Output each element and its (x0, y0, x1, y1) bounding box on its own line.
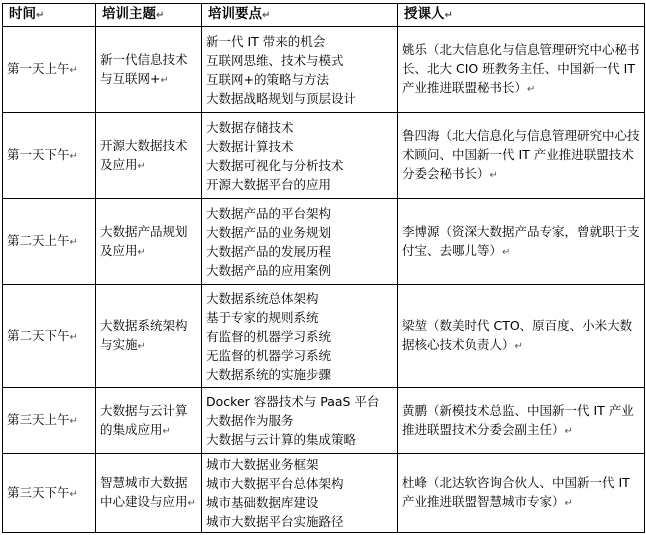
point-item: 大数据产品的应用案例 (206, 262, 332, 278)
point-item: 大数据产品的平台架构 (206, 205, 332, 221)
header-row (3, 4, 645, 27)
session-points (202, 388, 398, 454)
point-item: 互联网思维、技术与模式 (206, 52, 344, 68)
session-teacher: 梁堃（数美时代 CTO、原百度、小米大数据核心技术负责人）↵ (398, 285, 645, 388)
point-item: 无监督的机器学习系统 (206, 347, 332, 363)
session-points (202, 285, 398, 388)
header-points: 培训要点↵ (202, 4, 398, 27)
point-item: 城市大数据业务框架 (206, 457, 319, 472)
point-item: 大数据可视化与分析技术 (206, 157, 344, 173)
table-row (3, 113, 645, 199)
session-time: 第三天下午↵ (3, 454, 96, 533)
point-item: 大数据系统总体架构 (206, 290, 319, 306)
table-row (3, 285, 645, 388)
table-row (3, 388, 645, 454)
session-time: 第一天上午↵ (3, 27, 96, 113)
session-points (202, 27, 398, 113)
point-item: 大数据产品的业务规划 (206, 224, 332, 240)
header-time: 时间↵ (3, 4, 96, 27)
point-item: 新一代 IT 带来的机会 (206, 33, 326, 49)
session-topic: 大数据产品规划及应用↵ (96, 199, 202, 285)
session-topic: 智慧城市大数据中心建设与应用↵ (96, 454, 202, 533)
table-row (3, 27, 645, 113)
session-teacher: 鲁四海（北大信息化与信息管理研究中心技术顾问、中国新一代 IT 产业推进联盟技术分委会秘书长）↵ (398, 113, 645, 199)
point-item: 城市大数据平台总体架构 (206, 476, 344, 491)
session-topic: 大数据系统架构与实施↵ (96, 285, 202, 388)
session-time: 第一天下午↵ (3, 113, 96, 199)
session-time: 第二天下午↵ (3, 285, 96, 388)
point-item: 大数据作为服务 (206, 413, 294, 428)
point-item: 大数据与云计算的集成策略 (206, 432, 357, 447)
point-item: 互联网+的策略与方法 (206, 71, 329, 87)
point-item: 大数据战略规划与顶层设计 (206, 90, 357, 106)
session-topic: 大数据与云计算的集成应用↵ (96, 388, 202, 454)
point-item: 城市大数据平台实施路径 (206, 514, 344, 529)
point-item: 大数据计算技术 (206, 138, 294, 154)
session-teacher: 姚乐（北大信息化与信息管理研究中心秘书长、北大 CIO 班教务主任、中国新一代 IT 产业推进联盟秘书长）↵ (398, 27, 645, 113)
training-schedule-table (2, 3, 645, 533)
table-row (3, 199, 645, 285)
point-item: Docker 容器技术与 PaaS 平台 (206, 394, 380, 409)
point-item: 基于专家的规则系统 (206, 309, 319, 325)
session-topic: 开源大数据技术及应用↵ (96, 113, 202, 199)
session-teacher: 李博源（资深大数据产品专家，曾就职于支付宝、去哪儿等）↵ (398, 199, 645, 285)
session-time: 第三天上午↵ (3, 388, 96, 454)
session-topic: 新一代信息技术与互联网+↵ (96, 27, 202, 113)
session-points (202, 199, 398, 285)
header-topic: 培训主题↵ (96, 4, 202, 27)
point-item: 大数据存储技术 (206, 119, 294, 135)
session-teacher: 杜峰（北达软咨询合伙人、中国新一代 IT 产业推进联盟智慧城市专家）↵ (398, 454, 645, 533)
point-item: 大数据产品的发展历程 (206, 243, 332, 259)
session-time: 第二天上午↵ (3, 199, 96, 285)
session-teacher: 黄鹏（新模技术总监、中国新一代 IT 产业推进联盟技术分委会副主任）↵ (398, 388, 645, 454)
point-item: 有监督的机器学习系统 (206, 328, 332, 344)
point-item: 城市基础数据库建设 (206, 495, 319, 510)
point-item: 开源大数据平台的应用 (206, 176, 332, 192)
header-teacher: 授课人↵ (398, 4, 645, 27)
session-points (202, 113, 398, 199)
table-row (3, 454, 645, 533)
point-item: 大数据系统的实施步骤 (206, 366, 332, 382)
session-points (202, 454, 398, 533)
